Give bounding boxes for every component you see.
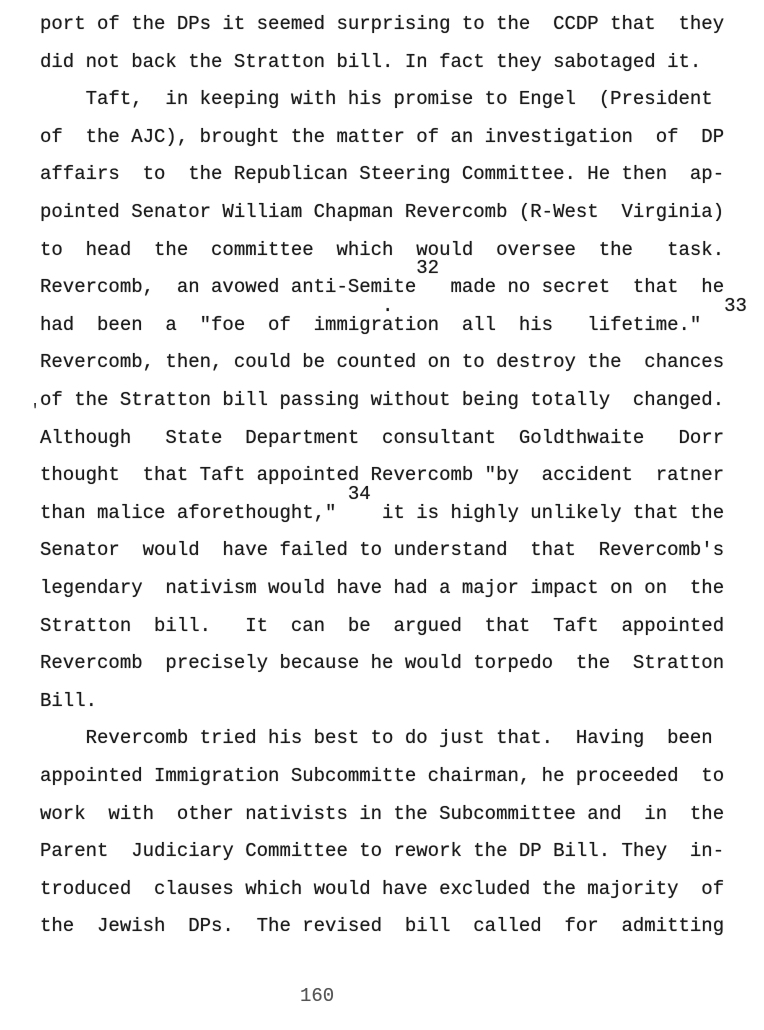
page-number: 160: [300, 985, 335, 1007]
text-line: work with other nativists in the Subcommittee and in the: [40, 803, 725, 825]
text-line: appointed Immigration Subcommitte chairman, he proceeded to: [40, 765, 725, 787]
text-line: Although State Department consultant Goldthwaite Dorr: [40, 427, 725, 449]
text-line: troduced clauses which would have excluded the majority of: [40, 878, 725, 900]
text-line: the Jewish DPs. The revised bill called for admitting: [40, 915, 725, 937]
text-line: Revercomb, an avowed anti-Semite made no secret that he: [40, 276, 725, 298]
text-line: did not back the Stratton bill. In fact they sabotaged it.: [40, 51, 702, 73]
stray-scan-mark: ': [30, 402, 41, 421]
text-line: Senator would have failed to understand that Revercomb's: [40, 539, 725, 561]
text-line: of the AJC), brought the matter of an investigation of DP: [40, 126, 725, 148]
footnote-ref-line-32: 32: [40, 257, 440, 279]
text-line: had been a "foe of immigration all his lifetime.": [40, 314, 702, 336]
text-line: of the Stratton bill passing without being totally changed.: [40, 389, 725, 411]
text-line: Taft, in keeping with his promise to Engel (President: [40, 88, 713, 110]
footnote-ref-line-34: 34: [40, 483, 371, 505]
footnote-ref-line-33: . 33: [40, 295, 747, 317]
text-line: Revercomb precisely because he would torpedo the Stratton: [40, 652, 725, 674]
text-line: Revercomb, then, could be counted on to destroy the chances: [40, 351, 725, 373]
text-line: affairs to the Republican Steering Committee. He then ap-: [40, 163, 725, 185]
text-line: than malice aforethought," it is highly unlikely that the: [40, 502, 725, 524]
text-line: Stratton bill. It can be argued that Taft appointed: [40, 615, 725, 637]
text-line: port of the DPs it seemed surprising to the CCDP that they: [40, 13, 725, 35]
text-line: Bill.: [40, 690, 98, 712]
text-line: legendary nativism would have had a major impact on on the: [40, 577, 725, 599]
text-line: pointed Senator William Chapman Revercomb (R-West Virginia): [40, 201, 725, 223]
text-line: thought that Taft appointed Revercomb "by accident ratner: [40, 464, 725, 486]
text-line: to head the committee which would oversee the task.: [40, 239, 725, 261]
text-line: Revercomb tried his best to do just that. Having been: [40, 727, 713, 749]
text-line: Parent Judiciary Committee to rework the DP Bill. They in-: [40, 840, 725, 862]
